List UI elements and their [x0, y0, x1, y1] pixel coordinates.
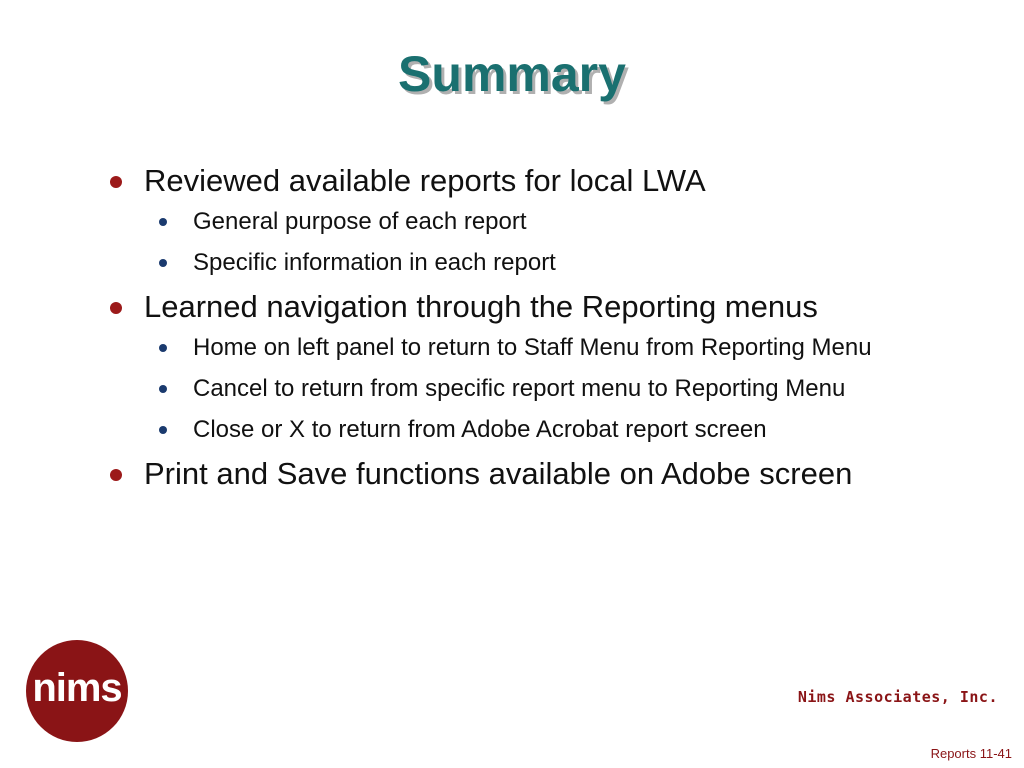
sub-bullet-dot-icon — [159, 218, 167, 226]
logo-text: nims — [32, 665, 122, 710]
sub-bullet-text: Home on left panel to return to Staff Menu from Reporting Menu — [193, 334, 872, 361]
bullet-item — [108, 162, 988, 200]
nims-logo — [26, 640, 128, 742]
bullet-text: Print and Save functions available on Adobe screen — [144, 456, 853, 491]
sub-bullet-dot-icon — [159, 426, 167, 434]
sub-bullet-text: General purpose of each report — [193, 208, 527, 235]
sub-bullet-item — [108, 206, 988, 238]
slide-title: Summary — [398, 46, 626, 102]
sub-bullet-item — [108, 414, 988, 446]
sub-bullet-dot-icon — [159, 344, 167, 352]
sub-bullet-list — [108, 332, 988, 446]
bullet-item — [108, 455, 988, 493]
page-number: Reports 11-41 — [930, 746, 1012, 761]
sub-bullet-dot-icon — [159, 385, 167, 393]
bullet-list — [108, 162, 988, 499]
company-name: Nims Associates, Inc. — [797, 688, 998, 706]
sub-bullet-list — [108, 206, 988, 279]
sub-bullet-text: Specific information in each report — [193, 249, 556, 276]
bullet-dot-icon — [110, 302, 122, 314]
bullet-dot-icon — [110, 469, 122, 481]
sub-bullet-item — [108, 332, 988, 364]
bullet-text: Reviewed available reports for local LWA — [144, 163, 706, 198]
sub-bullet-item — [108, 247, 988, 279]
bullet-dot-icon — [110, 176, 122, 188]
bullet-text: Learned navigation through the Reporting menus — [144, 289, 818, 324]
bullet-item — [108, 288, 988, 326]
sub-bullet-item — [108, 373, 988, 405]
sub-bullet-text: Close or X to return from Adobe Acrobat report screen — [193, 416, 767, 443]
sub-bullet-text: Cancel to return from specific report menu to Reporting Menu — [193, 375, 846, 402]
sub-bullet-dot-icon — [159, 259, 167, 267]
